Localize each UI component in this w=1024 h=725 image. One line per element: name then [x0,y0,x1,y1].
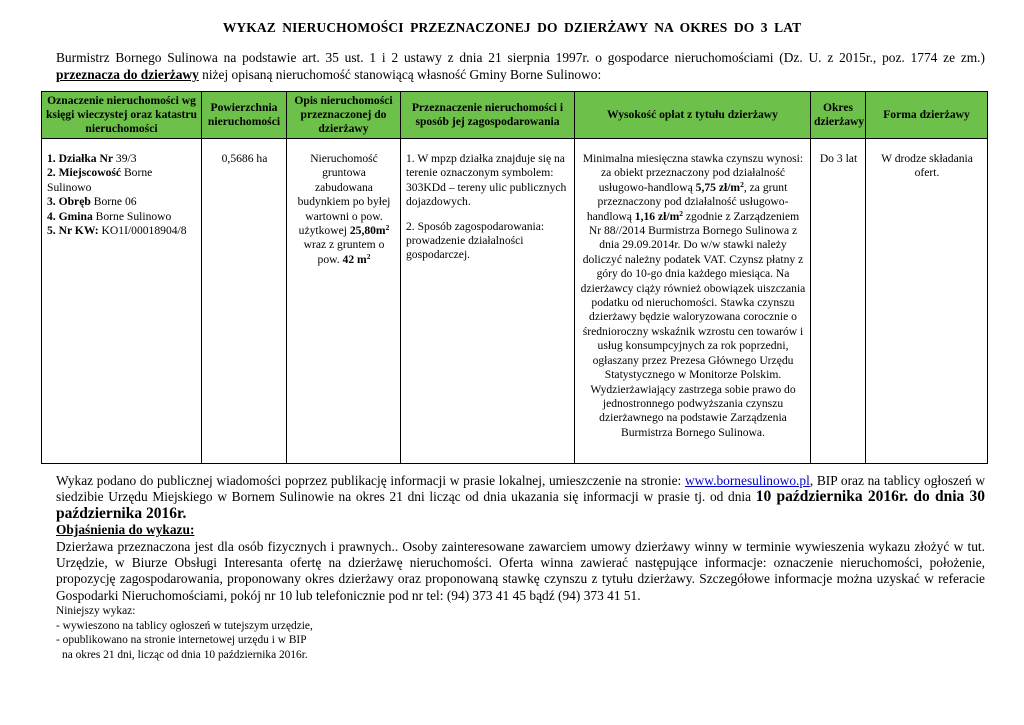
commune-label: 4. Gmina [47,209,93,223]
header-form: Forma dzierżawy [866,92,988,139]
table-row [42,139,988,464]
commune-value: Borne Sulinowo [92,209,172,223]
header-area: Powierzchnia nieruchomości [202,92,287,139]
footer-notes [56,604,985,662]
parcel-label: 1. Działka Nr [47,152,114,165]
explanations-text: Dzierżawa przeznaczona jest dla osób fizycznych i prawnych.. Osoby zainteresowane zawarciem umowy dzierżawy winny w terminie wywieszenia wykazu złożyć w tut. Urzędzie, w Biurze Obsługi Interesanta ofertę na dzierżawę nieruchomości. Oferta winna zawierać następujące informacje: oznaczenie nieruchomości, położenie, propozycję zagospodarowania, proponowany okres dzierżawy oraz proponowaną stawkę czynszu z tytułu dzierżawy. Szczegółowe informacje można uzyskać w referacie Gospodarki Nieruchomościami, pokój nr 10 lub telefonicznie pod nr tel: (94) 373 41 45 bądź (94) 373 41 51. [56,538,985,603]
locality-value: Borne [121,166,153,180]
fees-land-rate: 1,16 zł/m [634,209,680,223]
property-table [41,91,988,464]
intro-rest: niżej opisaną nieruchomość stanowiącą własność Gminy Borne Sulinowo: [198,67,602,82]
fees-text-c: zgodnie z Zarządzeniem Nr 88//2014 Burmistrza Bornego Sulinowa z dnia 29.09.2014r. Do w/w stawki należy doliczyć należny podatek VAT. Czynsz płatny z góry do 10-go dnia każdego miesiąca. Na dzierżawcy ciąży również obowiązek uiszczania podatku od nieruchomości. Stawka czynszu dzierżawy będzie waloryzowana corocznie o średnioroczny wskaźnik wzrostu cen towarów i usług konsumpcyjnych za rok poprzedni, ogłaszany przez Prezesa Głównego Urzędu Statystycznego w Monitorze Polskim. Wydzierżawiający zastrzega sobie prawo do jednostronnego podwyższania czynszu dzierżawnego na podstawie Zarządzenia Burmistrza Bornego Sulinowa. [580,209,806,439]
cell-form: W drodze składania ofert. [866,139,988,464]
purpose-point-2: 2. Sposób zagospodarowania: prowadzenie działalności gospodarczej. [406,219,545,262]
land-register-value: KO1I/00018904/8 [98,224,187,238]
description-text-1: Nieruchomość gruntowa zabudowana budynkiem po byłej wartowni o pow. użytkowej [297,152,391,238]
website-link[interactable]: www.bornesulinowo.pl [684,473,810,488]
publication-start-date: 10 października 2016r. [755,488,909,506]
footer-line-4: na okres 21 dni, licząc od dnia 10 października 2016r. [62,648,308,661]
fees-sup-2: 2 [679,208,683,218]
publication-paragraph [56,473,985,522]
cell-designation [42,139,202,464]
intro-paragraph [56,49,985,83]
header-period: Okres dzierżawy [811,92,866,139]
explanations-heading: Objaśnienia do wykazu: [56,522,195,538]
cell-description [287,139,401,464]
precinct-label: 3. Obręb [47,195,91,209]
publication-section [56,473,985,662]
header-purpose: Przeznaczenie nieruchomości i sposób jej zagospodarowania [401,92,575,139]
table-header-row [42,92,988,139]
precinct-value: Borne 06 [90,195,137,209]
description-sup-1: 2 [385,223,390,233]
header-designation: Oznaczenie nieruchomości wg księgi wieczystej oraz katastru nieruchomości [42,92,202,139]
cell-area: 0,5686 ha [202,139,287,464]
fees-text-b: , za grunt przeznaczony pod działalność usługowo-handlową [586,180,789,223]
intro-text: Burmistrz Bornego Sulinowa na podstawie art. 35 ust. 1 i 2 ustawy z dnia 21 sierpnia 1997r. o gospodarce nieruchomościami (Dz. U. z 2015r., poz. 1774 ze zm.) [56,50,985,65]
description-text-2: wraz z gruntem o pow. [303,238,385,266]
intro-underlined: przeznacza do dzierżawy [56,67,199,82]
cell-fees [575,139,811,464]
parcel-value: 39/3 [113,152,137,165]
publication-text-b: , BIP oraz na tablicy ogłoszeń w siedzibie Urzędu Miejskiego w Bornem Sulinowie na okres 21 dni licząc od dnia ukazania się informacji w prasie tj. od dnia [56,473,985,505]
footer-line-1: Niniejszy wykaz: [56,605,136,618]
purpose-point-1: 1. W mpzp działka znajduje się na terenie oznaczonym symbolem: 303KDd – tereny ulic publicznych dojazdowych. [406,152,567,209]
publication-end-date: 30 października 2016r. [56,488,985,522]
fees-sup-1: 2 [740,179,744,189]
header-fees: Wysokość opłat z tytułu dzierżawy [575,92,811,139]
cell-purpose [401,139,575,464]
locality-label: 2. Miejscowość [47,166,122,180]
land-register-label: 5. Nr KW: [47,224,99,238]
cell-period: Do 3 lat [811,139,866,464]
footer-line-3: - opublikowano na stronie internetowej urzędu i w BIP [56,634,307,647]
publication-text-c: do dnia [908,488,970,506]
footer-line-2: - wywieszono na tablicy ogłoszeń w tutejszym urzędzie, [56,619,313,632]
description-usable-area: 25,80m [349,224,386,238]
document-title: WYKAZ NIERUCHOMOŚCI PRZEZNACZONEJ DO DZIERŻAWY NA OKRES DO 3 LAT [222,20,802,35]
header-description: Opis nieruchomości przeznaczonej do dzierżawy [287,92,401,139]
description-sup-2: 2 [366,251,371,261]
fees-building-rate: 5,75 zł/m [695,180,741,194]
fees-text-a: Minimalna miesięczna stawka czynszu wynosi: za obiekt przeznaczony pod działalność usługowo-handlową [582,152,804,194]
locality-value-cont: Sulinowo [47,180,92,194]
publication-text-a: Wykaz podano do publicznej wiadomości poprzez publikację informacji w prasie lokalnej, umieszczenie na stronie: [56,473,685,488]
description-land-area: 42 m [342,252,367,266]
